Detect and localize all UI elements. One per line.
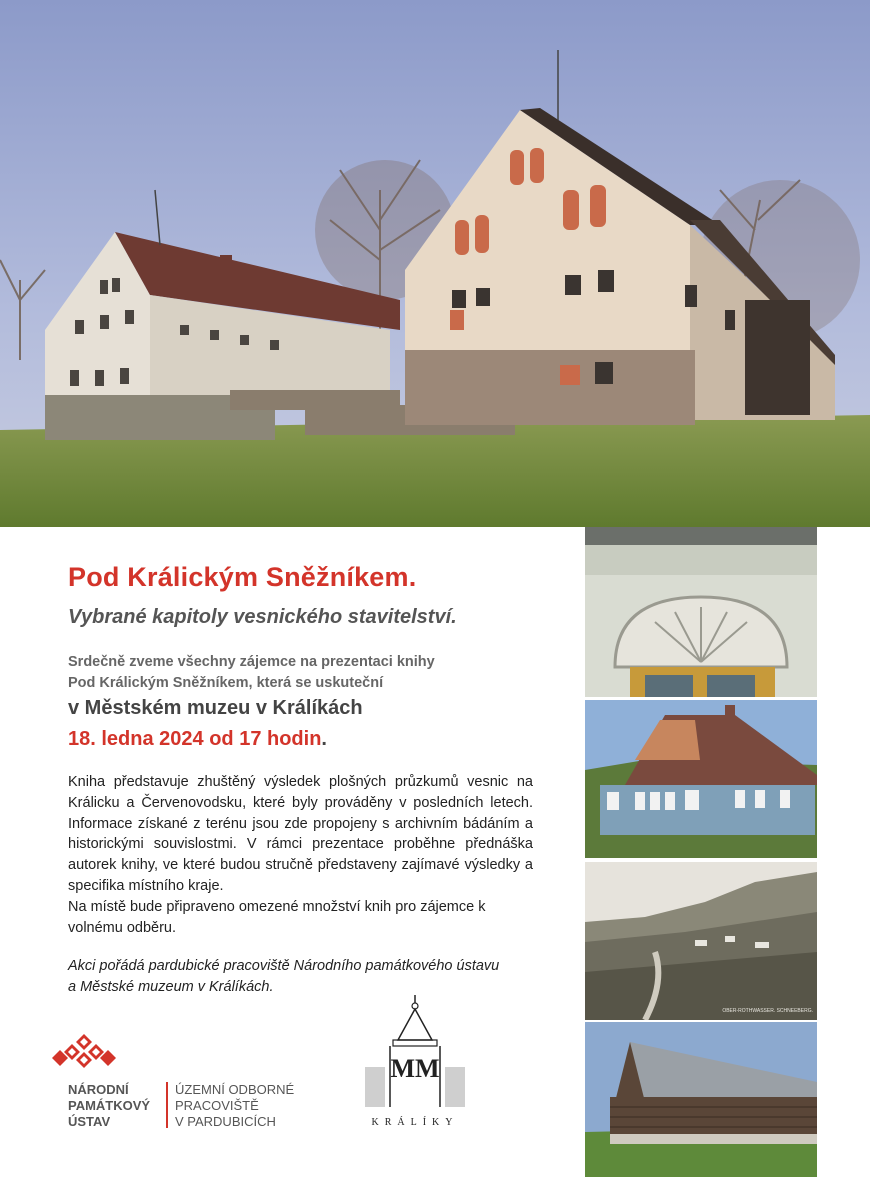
event-date-line [68,728,327,751]
organizer-line-2: a Městské muzeum v Králíkách. [68,978,274,995]
npu-branch-line-3: V PARDUBICÍCH [175,1114,276,1129]
description-paragraph-2: Na místě bude připraveno omezené množství knih pro zájemce k volnému odběru. [68,898,486,936]
page-title: Pod Králickým Sněžníkem. [68,562,417,592]
mm-kraliky-logo [360,995,470,1130]
event-venue: v Městském muzeu v Králíkách [68,697,363,719]
side-photo-timber-house [585,1022,817,1177]
description-paragraph-1: Kniha představuje zhuštěný výsledek plošných průzkumů vesnic na Králicku a Červenovodsku, které byly prováděny v posledních letech. Informace získané z terénu jsou zde propojeny s archivním bádáním a historickými souvislostmi. V rámci prezentace proběhne přednáška autorek knihy, ve které budou stručně představeny zajímavé výsledky a specifika místního kraje. [68,774,533,894]
organizer-note [68,956,538,998]
npu-branch [175,1082,294,1130]
invitation-line-2: Pod Králickým Sněžníkem, která se uskuteční [68,675,384,691]
side-photo-window-detail [585,527,817,697]
organizer-line-1: Akci pořádá pardubické pracoviště Národního památkového ústavu [68,958,500,974]
npu-name [68,1082,150,1130]
npu-divider [166,1082,168,1128]
event-date-dot: . [321,728,327,750]
invitation-text [68,652,435,694]
npu-logo-icon [52,1034,116,1074]
npu-name-line-3: ÚSTAV [68,1114,111,1129]
side-photo-historic-landscape [585,862,817,1020]
npu-name-line-1: NÁRODNÍ [68,1082,129,1097]
mm-monogram: MM [390,1054,440,1083]
page-subtitle: Vybrané kapitoly vesnického stavitelství. [68,606,457,628]
invitation-line-1: Srdečně zveme všechny zájemce na prezentaci knihy [68,654,435,670]
book-description [68,772,533,938]
event-date: 18. ledna 2024 od 17 hodin [68,728,322,750]
npu-branch-line-1: ÚZEMNÍ ODBORNÉ [175,1082,295,1097]
side-photo-blue-house [585,700,817,858]
npu-branch-line-2: PRACOVIŠTĚ [175,1098,259,1113]
hero-photo [0,0,870,527]
npu-name-line-2: PAMÁTKOVÝ [68,1098,151,1113]
mm-town: KRÁLÍKY [371,1117,459,1128]
historic-photo-caption: OBER-ROTHWASSER. SCHNEEBERG. [722,1008,813,1014]
